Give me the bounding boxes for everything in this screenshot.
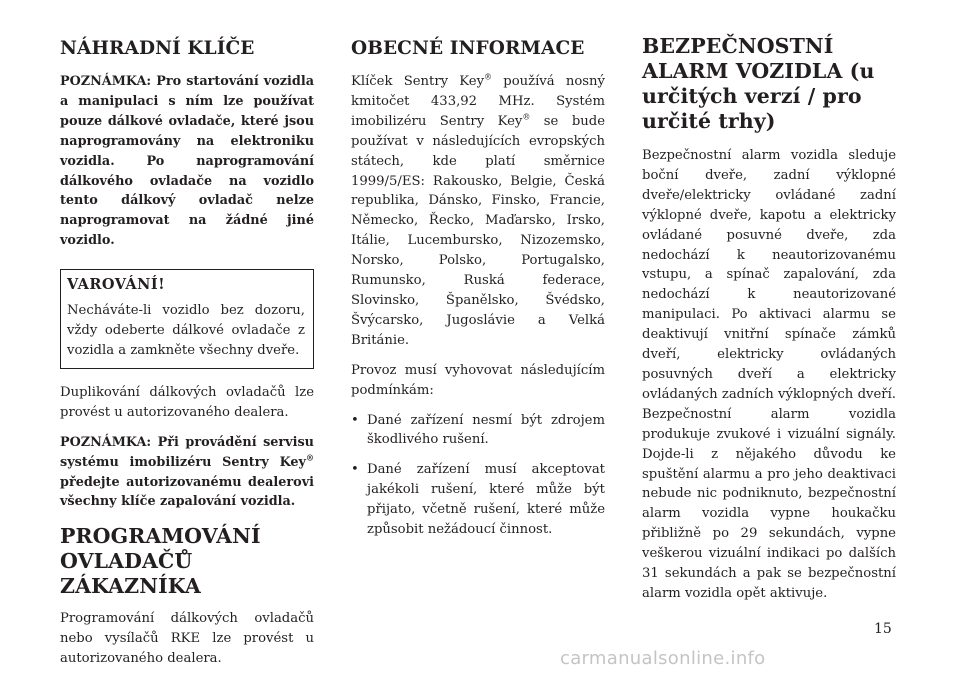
warning-text: Necháváte-li vozidlo bez dozoru, vždy odeberte dálkové ovladače z vozidla a zamkněte všechny dveře.	[67, 303, 305, 358]
text-part-c: se bude používat v následujících evropských státech, kde platí směrnice 1999/5/ES: Rakousko, Belgie, Česká republika, Dánsko, Finsko, Francie, Německo, Řecko, Maďarsko, Irsko, Itálie, Lucembursko, Nizozemsko, Norsko, Polsko, Portugalsko, Rumunsko, Ruská federace, Slovinsko, Španělsko, Švédsko, Švýcarsko, Jugoslávie a Velká Británie.	[351, 113, 605, 348]
paragraph-frequency	[351, 72, 605, 351]
column-middle	[351, 32, 605, 550]
heading-general-info: OBECNÉ INFORMACE	[351, 38, 585, 59]
paragraph-conditions: Provoz musí vyhovovat následujícím podmínkám:	[351, 362, 605, 398]
list-item	[351, 411, 605, 451]
note-service	[60, 433, 314, 513]
text-part-a: Klíček Sentry Key	[351, 74, 485, 89]
list-item-text: Dané zařízení nesmí být zdrojem škodlivého rušení.	[367, 412, 605, 448]
warning-box	[60, 269, 314, 369]
note-label: POZNÁMKA:	[60, 74, 152, 89]
paragraph-duplicate-keys: Duplikování dálkových ovladačů lze provést u autorizovaného dealera.	[60, 384, 314, 420]
note-text-part-a: Při provádění servisu systému imobilizéru Sentry Key	[60, 434, 314, 470]
text-part-b: používá nosný kmitočet 433,92 MHz. Systém imobilizéru Sentry Key	[351, 74, 605, 129]
registered-mark: ®	[522, 112, 531, 122]
note-label: POZNÁMKA:	[60, 434, 152, 450]
page-number: 15	[874, 621, 892, 637]
bullet-icon: •	[351, 412, 359, 428]
bullet-list	[351, 411, 605, 540]
list-item-text: Dané zařízení musí akceptovat jakékoli rušení, které může být přijato, včetně rušení, které může způsobit nežádoucí činnost.	[367, 462, 605, 538]
column-left	[60, 32, 314, 679]
warning-title: VAROVÁNÍ!	[67, 276, 166, 294]
bullet-icon: •	[351, 462, 359, 478]
note-text: Pro startování vozidla a manipulaci s ním lze používat pouze dálkové ovladače, které jsou naprogramovány na elektroniku vozidla. Po naprogramování dálkového ovladače na vozidlo tento dálkový ovladač nelze naprogramovat na žádné jiné vozidlo.	[60, 74, 314, 249]
list-item	[351, 460, 605, 540]
paragraph-alarm: Bezpečnostní alarm vozidla sleduje boční dveře, zadní výklopné dveře/elektricky ovládané zadní výklopné dveře, kapotu a elektricky ovládané posuvné dveře, zda nedochází k neautorizovanému vstupu, a spínač zapalování, zda nedochází k neautorizované manipulaci. Po aktivaci alarmu se deaktivují vnitřní spínače zámků dveří, elektricky ovládaných posuvných dveří a elektricky ovládaných zadních výklopných dveří. Bezpečnostní alarm vozidla produkuje zvukové i vizuální signály. Dojde-li z nějakého důvodu ke spuštění alarmu a pro jeho deaktivaci nebude nic podniknuto, bezpečnostní alarm vozidla vypne houkačku přibližně po 29 sekundách, vypne veškerou vizuální indikaci po dalších 31 sekundách a pak se bezpečnostní alarm vozidla opět aktivuje.	[642, 148, 896, 601]
heading-vehicle-alarm: BEZPEČNOSTNÍ ALARM VOZIDLA (u určitých verzí / pro určité trhy)	[642, 34, 875, 133]
heading-spare-keys: NÁHRADNÍ KLÍČE	[60, 38, 255, 59]
registered-mark: ®	[306, 452, 314, 463]
column-right	[642, 32, 896, 614]
note-text-part-b: předejte autorizovanému dealerovi všechny klíče zapalování vozidla.	[60, 474, 314, 510]
heading-programming: PROGRAMOVÁNÍ OVLADAČŮ ZÁKAZNÍKA	[60, 524, 261, 599]
note-spare-keys	[60, 72, 314, 251]
watermark: carmanualsonline.info	[560, 648, 766, 669]
registered-mark: ®	[484, 72, 493, 82]
paragraph-programming: Programování dálkových ovladačů nebo vysílačů RKE lze provést u autorizovaného dealera.	[60, 611, 314, 667]
